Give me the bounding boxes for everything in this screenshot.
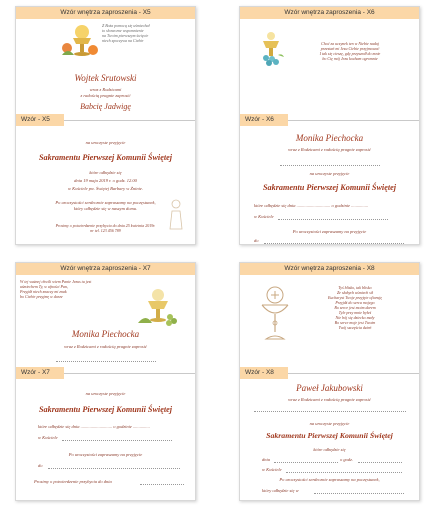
card-x6[interactable] <box>239 6 420 245</box>
godz-label: o godz. <box>340 457 354 462</box>
dotted-line <box>62 440 172 441</box>
after-text: Po uroczystości serdecznie zapraszamy na poczęstunek, <box>279 477 380 482</box>
with-parents: wraz z Rodzicami z radością pragnie zaprosić <box>64 344 147 349</box>
invite-text: na uroczyste przyjęcie <box>85 391 126 396</box>
card-x5[interactable] <box>15 6 196 245</box>
card-x5-mid-label: Wzór - X5 <box>16 114 64 126</box>
sacrament-title: Sakramentu Pierwszej Komunii Świętej <box>38 405 173 414</box>
church-text: w Kościele pw. Świętej Barbary w Żninie. <box>68 186 143 191</box>
do-text: do <box>38 463 43 468</box>
chalice-host-icon <box>258 285 292 347</box>
chalice-grapes-icon <box>256 31 286 67</box>
church-text: w Kościele <box>262 467 282 472</box>
child-name: Monika Piechocka <box>295 133 364 143</box>
card-x7[interactable] <box>15 262 196 501</box>
dnia-label: dnia <box>262 457 271 462</box>
sacrament-title: Sakramentu Pierwszej Komunii Świętej <box>262 183 397 192</box>
church-text: w Kościele <box>254 214 274 219</box>
sacrament-title: Sakramentu Pierwszej Komunii Świętej <box>38 153 173 162</box>
poem: Choć za uczynek ten w Niebie nadaj przestań mi Jezu Ciebie przyjmować I tak się cieszę, gdy przyszedł do mnie bo Cię mój Jezu kocham ogromnie <box>319 41 381 61</box>
dotted-line <box>358 462 402 463</box>
card-x8-mid-label: Wzór - X8 <box>240 367 288 379</box>
card-x6-top-label: Wzór wnętrza zaproszenia - X6 <box>240 7 419 19</box>
sacrament-title: Sakramentu Pierwszej Komunii Świętej <box>266 431 393 440</box>
dotted-line <box>274 462 338 463</box>
dotted-line <box>140 484 184 485</box>
do-text: do <box>254 238 259 243</box>
dotted-line <box>278 219 388 220</box>
guest-name: Babcię Jadwigę <box>80 102 131 111</box>
after-text: Po uroczystości zapraszamy na przyjęcie <box>68 452 143 457</box>
which-text: które odbędzie się <box>89 170 122 175</box>
divider <box>64 373 195 374</box>
invite-text: na uroczyste przyjęcie <box>85 140 126 145</box>
dotted-line <box>254 411 406 412</box>
dotted-line <box>56 361 156 362</box>
divider <box>288 373 419 374</box>
with-parents: wraz z Rodzicami z radością pragnie zaprosić <box>288 397 371 402</box>
card-x7-top-label: Wzór wnętrza zaproszenia - X7 <box>16 263 195 275</box>
dotted-line <box>48 468 180 469</box>
chalice-grapes-icon <box>136 287 180 327</box>
poem: Z Boża pomocą się uśmiechał to słoneczne wspomnienie na Twoim pierwszym święcie niech spoczywa na Ciebie <box>102 23 150 43</box>
invite-text: na uroczyste przyjęcie <box>309 171 350 176</box>
card-x8-top-label: Wzór wnętrza zaproszenia - X8 <box>240 263 419 275</box>
dotted-line <box>314 493 404 494</box>
dotted-line <box>286 472 402 473</box>
which-text: które odbędzie się <box>313 447 346 452</box>
child-name: Wojtek Srutowski <box>74 73 137 83</box>
divider <box>64 120 195 121</box>
dotted-line <box>264 243 404 244</box>
dotted-line <box>280 165 380 166</box>
after-text: Po uroczystości zapraszamy na przyjęcie <box>292 229 367 234</box>
confirm-text: Prosimy o potwierdzenie przybycia do dnia <box>34 479 112 484</box>
which2-text: który odbędzie się w <box>262 488 299 493</box>
card-x8[interactable] <box>239 262 420 501</box>
after-text: Po uroczystości serdecznie zapraszamy na poczęstunek, który odbędzie się w naszym domu. <box>55 200 156 211</box>
child-name: Paweł Jakubowski <box>296 383 363 393</box>
praying-child-icon <box>166 199 186 231</box>
card-x5-top-label: Wzór wnętrza zaproszenia - X5 <box>16 7 195 19</box>
card-x6-mid-label: Wzór - X6 <box>240 114 288 126</box>
divider <box>288 120 419 121</box>
which-line: które odbędzie się dnia .............................. o godzinie ............... <box>254 203 369 208</box>
with-parents: wraz z Rodzicami z radością pragnie zaprosić <box>80 87 131 98</box>
with-parents: wraz z Rodzicami z radością pragnie zaprosić <box>288 147 371 152</box>
invite-text: na uroczyste przyjęcie <box>309 421 350 426</box>
which-line: które odbędzie się dnia ............................ o godzinie ............... <box>38 424 150 429</box>
poem: Tyś blisko, tak blisko Ze słabych uśmiech sił Eucharyst Twoje przyjęte ofiaruję Przyjdź do serca mojego Bo serce jest moim darem Tyle przy mnie byłeś Nie bój się dziecko mały Bo serce moje jest Twoim Twój szczęścia dzień <box>327 285 383 330</box>
communion-chalice-icon <box>60 22 100 58</box>
confirm-text: Prosimy o potwierdzenie przybycia do dnia 25 kwietnia 2019r. nr tel. 123 456 789 <box>55 223 156 233</box>
card-x7-mid-label: Wzór - X7 <box>16 367 64 379</box>
date-line: dnia 19 maja 2019 r. o godz. 12.00 <box>74 178 137 183</box>
child-name: Monika Piechocka <box>71 329 140 339</box>
poem: W tej ważnej chwili wiem Panie Jezus tu jest uśmiechem Ty, w ufności Pan, Przyjdź niech znaczy mi znak bo Ciebie przyjmę w darze <box>20 279 92 299</box>
church-text: w Kościele <box>38 435 58 440</box>
